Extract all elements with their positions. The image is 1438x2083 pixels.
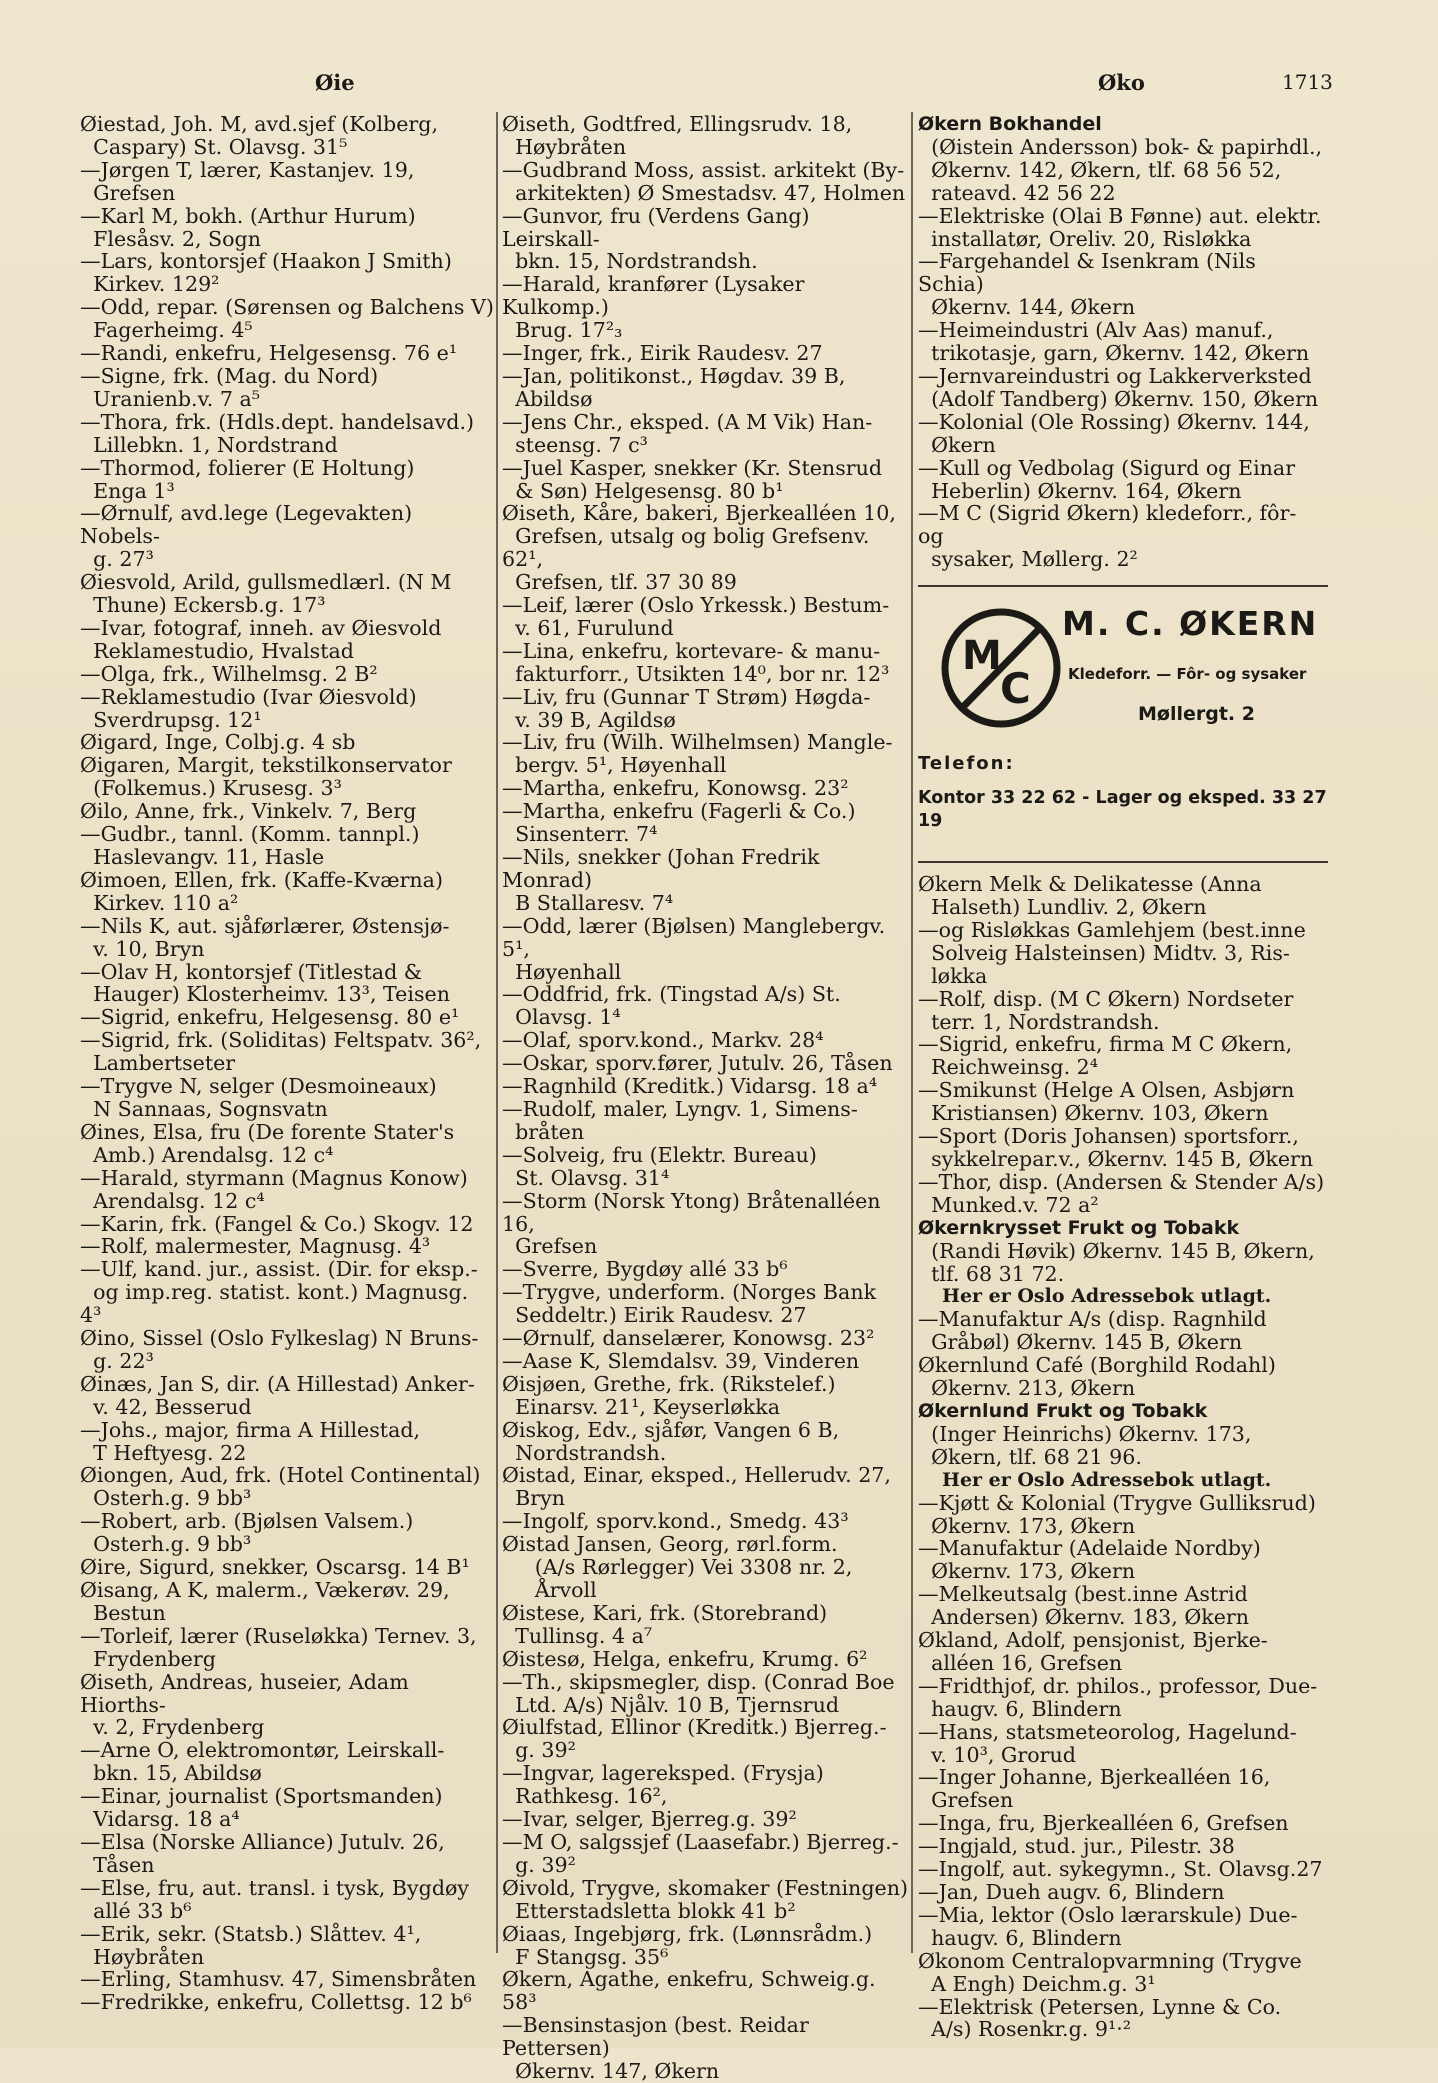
directory-entry: —Heimeindustri (Alv Aas) manuf., trikotasje, garn, Økernv. 142, Økern bbox=[918, 318, 1310, 366]
directory-entry: —Sigrid, frk. (Soliditas) Feltspatv. 36², Lambertseter bbox=[80, 1028, 482, 1076]
directory-entry: —og Risløkkas Gamlehjem (best.inne Solveig Halsteinsen) Midtv. 3, Ris- løkka bbox=[918, 917, 1306, 988]
header-left-keyword: Øie bbox=[315, 70, 355, 95]
directory-entry: Øigaren, Margit, tekstilkonservator (Folkemus.) Krusesg. 3³ bbox=[80, 753, 452, 801]
directory-entry: Øimoen, Ellen, frk. (Kaffe-Kværna) Kirkev. 110 a² bbox=[80, 867, 443, 915]
advert-phone-numbers: Kontor 33 22 62 - Lager og eksped. 33 27 19 bbox=[918, 788, 1327, 832]
directory-entry: —Elsa (Norske Alliance) Jutulv. 26, Tåsen bbox=[80, 1829, 445, 1877]
svg-text:C: C bbox=[1000, 664, 1031, 714]
directory-entry: —Arne O, elektromontør, Leirskall- bkn. 15, Abildsø bbox=[80, 1738, 445, 1786]
directory-entry: Øiongen, Aud, frk. (Hotel Continental) Osterh.g. 9 bb³ bbox=[80, 1463, 481, 1511]
directory-entry: —Lars, kontorsjef (Haakon J Smith) Kirkev. 129² bbox=[80, 249, 452, 297]
directory-entry: —Olga, frk., Wilhelmsg. 2 B² bbox=[80, 661, 378, 686]
directory-entry: —Harald, kranfører (Lysaker Kulkomp.) Brug. 17²₃ bbox=[502, 272, 805, 343]
directory-entry: —Jørgen T, lærer, Kastanjev. 19, Grefsen bbox=[80, 157, 415, 205]
directory-entry: —Smikunst (Helge A Olsen, Asbjørn Kristiansen) Økernv. 103, Økern bbox=[918, 1078, 1295, 1126]
directory-entry: —Randi, enkefru, Helgesensg. 76 e¹ bbox=[80, 341, 458, 366]
directory-entry: —Erling, Stamhusv. 47, Simensbråten bbox=[80, 1967, 477, 1992]
directory-entry: —Inger Johanne, Bjerkealléen 16, Grefsen bbox=[918, 1765, 1271, 1813]
directory-entry: —Thormod, folierer (E Holtung) Enga 1³ bbox=[80, 455, 415, 503]
directory-entry: —Harald, styrmann (Magnus Konow) Arendalsg. 12 c⁴ bbox=[80, 1165, 468, 1213]
directory-entry: —Jens Chr., eksped. (A M Vik) Han- steensg. 7 c³ bbox=[502, 409, 873, 457]
directory-entry: —Hans, statsmeteorolog, Hagelund- v. 10³, Grorud bbox=[918, 1719, 1297, 1767]
column-3 bbox=[918, 113, 1328, 2041]
directory-entry: —Juel Kasper, snekker (Kr. Stensrud & Søn) Helgesensg. 80 b¹ bbox=[502, 455, 883, 503]
advert-company-name: M. C. ØKERN bbox=[1062, 604, 1319, 644]
directory-entry: Øistese, Kari, frk. (Storebrand) Tullinsg. 4 a⁷ bbox=[502, 1600, 828, 1648]
directory-entry: —Ingjald, stud. jur., Pilestr. 38 bbox=[918, 1834, 1235, 1859]
directory-entry: —Karin, frk. (Fangel & Co.) Skogv. 12 bbox=[80, 1211, 474, 1236]
directory-entry: —Kull og Vedbolag (Sigurd og Einar Heberlin) Økernv. 164, Økern bbox=[918, 455, 1296, 503]
directory-entry: —Erik, sekr. (Statsb.) Slåttev. 4¹, Høybråten bbox=[80, 1921, 422, 1969]
directory-entry: —Rolf, malermester, Magnusg. 4³ bbox=[80, 1234, 431, 1259]
directory-entry: —Th., skipsmegler, disp. (Conrad Boe Ltd. A/s) Njålv. 10 B, Tjernsrud bbox=[502, 1669, 895, 1717]
directory-entry: —Storm (Norsk Ytong) Bråtenalléen 16, Grefsen bbox=[502, 1188, 881, 1259]
directory-entry: —Kjøtt & Kolonial (Trygve Gulliksrud) Økernv. 173, Økern bbox=[918, 1490, 1316, 1538]
directory-entry: —Rudolf, maler, Lyngv. 1, Simens- bråten bbox=[502, 1096, 858, 1144]
directory-entry: —Trygve N, selger (Desmoineaux) N Sannaas, Sognsvatn bbox=[80, 1074, 437, 1121]
directory-entry: —Ørnulf, danselærer, Konowsg. 23² bbox=[502, 1326, 875, 1351]
mc-logo bbox=[938, 605, 1064, 731]
directory-entry: —M O, salgssjef (Laasefabr.) Bjerreg.- g. 39² bbox=[502, 1829, 899, 1877]
directory-entry: Øistesø, Helga, enkefru, Krumg. 6² bbox=[502, 1646, 868, 1671]
directory-entry: —Oskar, sporv.fører, Jutulv. 26, Tåsen bbox=[502, 1051, 893, 1076]
directory-entry: —Johs., major, firma A Hillestad, T Heftyesg. 22 bbox=[80, 1417, 421, 1465]
directory-entry: Øines, Elsa, fru (De forente Stater's Amb.) Arendalsg. 12 c⁴ bbox=[80, 1119, 455, 1167]
directory-entry: —Martha, enkefru (Fagerli & Co.) Sinsenterr. 7⁴ bbox=[502, 799, 856, 847]
business-heading: Økern Bokhandel bbox=[918, 113, 1102, 135]
directory-entry: —Fargehandel & Isenkram (Nils Schia) Økernv. 144, Økern bbox=[918, 249, 1256, 320]
directory-entry: Øigard, Inge, Colbj.g. 4 sb bbox=[80, 730, 356, 755]
directory-entry: —Thor, disp. (Andersen & Stender A/s) Munked.v. 72 a² bbox=[918, 1169, 1325, 1217]
directory-entry: Øiaas, Ingebjørg, frk. (Lønnsrådm.) F Stangsg. 35⁶ bbox=[502, 1921, 873, 1969]
directory-entry: —Ivar, selger, Bjerreg.g. 39² bbox=[502, 1807, 797, 1832]
notice-line: Her er Oslo Adressebok utlagt. bbox=[942, 1468, 1272, 1491]
page-number: 1713 bbox=[1282, 70, 1333, 94]
directory-entry: Øilo, Anne, frk., Vinkelv. 7, Berg bbox=[80, 799, 417, 824]
directory-entry: —Ingvar, lagereksped. (Frysja) Rathkesg. 16², bbox=[502, 1761, 824, 1809]
directory-entry: —Ragnhild (Kreditk.) Vidarsg. 18 a⁴ bbox=[502, 1074, 878, 1099]
directory-entry: Øiestad, Joh. M, avd.sjef (Kolberg, Caspary) St. Olavsg. 31⁵ bbox=[80, 112, 438, 159]
directory-entry: —Olaf, sporv.kond., Markv. 28⁴ bbox=[502, 1028, 824, 1053]
directory-entry: —Mia, lektor (Oslo lærarskule) Due- haugv. 6, Blindern bbox=[918, 1902, 1298, 1950]
directory-entry: —Ørnulf, avd.lege (Legevakten) Nobels- g. 27³ bbox=[80, 501, 413, 572]
directory-entry: —Jan, politikonst., Høgdav. 39 B, Abildsø bbox=[502, 363, 846, 411]
directory-entry: —Nils, snekker (Johan Fredrik Monrad) B Stallaresv. 7⁴ bbox=[502, 845, 820, 915]
directory-entry: —Torleif, lærer (Ruseløkka) Ternev. 3, Frydenberg bbox=[80, 1623, 477, 1671]
directory-entry: —Sigrid, enkefru, Helgesensg. 80 e¹ bbox=[80, 1005, 460, 1030]
directory-entry: Øinæs, Jan S, dir. (A Hillestad) Anker- v. 42, Besserud bbox=[80, 1371, 475, 1419]
directory-entry: —Jernvareindustri og Lakkerverksted (Adolf Tandberg) Økernv. 150, Økern bbox=[918, 363, 1319, 411]
directory-entry: —Martha, enkefru, Konowsg. 23² bbox=[502, 776, 849, 801]
directory-entry: —Gudbrand Moss, assist. arkitekt (By- arkitekten) Ø Smestadsv. 47, Holmen bbox=[502, 157, 906, 205]
directory-entry: Øisjøen, Grethe, frk. (Rikstelef.) Einarsv. 21¹, Keyserløkka bbox=[502, 1371, 836, 1419]
directory-entry: —Nils K, aut. sjåførlærer, Østensjø- v. 10, Bryn bbox=[80, 913, 450, 961]
directory-entry: Økland, Adolf, pensjonist, Bjerke- alléen 16, Grefsen bbox=[918, 1628, 1268, 1675]
directory-entry: (Randi Høvik) Økernv. 145 B, Økern, tlf. 68 31 72. bbox=[931, 1238, 1315, 1286]
directory-entry: Øiseth, Andreas, huseier, Adam Hiorths- v. 2, Frydenberg bbox=[80, 1669, 409, 1740]
directory-entry: —Reklamestudio (Ivar Øiesvold) Sverdrupsg. 12¹ bbox=[80, 684, 417, 732]
directory-entry: —Inger, frk., Eirik Raudesv. 27 bbox=[502, 341, 823, 366]
directory-entry: Øire, Sigurd, snekker, Oscarsg. 14 B¹ bbox=[80, 1555, 470, 1580]
directory-entry: Økern Melk & Delikatesse (Anna Halseth) Lundliv. 2, Økern bbox=[918, 872, 1262, 920]
directory-entry: —Kolonial (Ole Rossing) Økernv. 144, Økern bbox=[918, 409, 1310, 457]
directory-entry: Økern, Agathe, enkefru, Schweig.g. 58³ bbox=[502, 1967, 883, 2015]
column-2 bbox=[502, 113, 910, 2083]
column-divider bbox=[496, 112, 498, 1953]
header-right-keyword: Øko bbox=[1098, 70, 1145, 95]
directory-entry: —Ingolf, sporv.kond., Smedg. 43³ bbox=[502, 1509, 849, 1534]
directory-entry: Økernlund Café (Borghild Rodahl) Økernv. 213, Økern bbox=[918, 1353, 1276, 1401]
directory-entry: (Øistein Andersson) bok- & papirhdl., Økernv. 142, Økern, tlf. 68 56 52, rateavd. 42 56 22 bbox=[931, 134, 1323, 205]
directory-entry: Øisang, A K, malerm., Vækerøv. 29, Bestun bbox=[80, 1578, 450, 1625]
directory-entry: —Inga, fru, Bjerkealléen 6, Grefsen bbox=[918, 1811, 1289, 1836]
directory-entry: —Olav H, kontorsjef (Titlestad & Hauger) Klosterheimv. 13³, Teisen bbox=[80, 959, 450, 1007]
directory-entry: —Liv, fru (Wilh. Wilhelmsen) Mangle- bergv. 5¹, Høyenhall bbox=[502, 730, 893, 778]
directory-entry: —Elektrisk (Petersen, Lynne & Co. A/s) Rosenkr.g. 9¹‧² bbox=[918, 1994, 1282, 2042]
directory-entry: Øiulfstad, Ellinor (Kreditk.) Bjerreg.- g. 39² bbox=[502, 1715, 887, 1763]
directory-entry: Øino, Sissel (Oslo Fylkeslag) N Bruns- g. 22³ bbox=[80, 1326, 479, 1373]
directory-entry: —Sigrid, enkefru, firma M C Økern, Reichweinsg. 2⁴ bbox=[918, 1032, 1293, 1080]
directory-entry: Økonom Centralopvarmning (Trygve A Engh) Deichm.g. 3¹ bbox=[918, 1948, 1302, 1996]
directory-entry: —Jan, Dueh augv. 6, Blindern bbox=[918, 1880, 1225, 1904]
directory-entry: —Ulf, kand. jur., assist. (Dir. for eksp.- og imp.reg. statist. kont.) Magnusg. 4³ bbox=[80, 1257, 478, 1328]
directory-entry: —Bensinstasjon (best. Reidar Pettersen) Økernv. 147, Økern bbox=[502, 2013, 809, 2083]
column-divider bbox=[911, 112, 913, 1953]
directory-entry: —Robert, arb. (Bjølsen Valsem.) Osterh.g. 9 bb³ bbox=[80, 1509, 414, 1557]
directory-entry: —Odd, lærer (Bjølsen) Manglebergv. 5¹, Høyenhall bbox=[502, 913, 886, 984]
directory-entry: Øiesvold, Arild, gullsmedlærl. (N M Thune) Eckersb.g. 17³ bbox=[80, 570, 452, 618]
directory-entry: —Elektriske (Olai B Fønne) aut. elektr. installatør, Oreliv. 20, Risløkka bbox=[918, 203, 1322, 251]
directory-entry: —Einar, journalist (Sportsmanden) Vidarsg. 18 a⁴ bbox=[80, 1784, 443, 1832]
directory-entry: —Odd, repar. (Sørensen og Balchens V) Fagerheimg. 4⁵ bbox=[80, 295, 494, 343]
directory-entry: —Rolf, disp. (M C Økern) Nordseter terr. 1, Nordstrandsh. bbox=[918, 986, 1294, 1034]
directory-entry: Øivold, Trygve, skomaker (Festningen) Etterstadsletta blokk 41 b² bbox=[502, 1875, 908, 1923]
directory-entry: —Fridthjof, dr. philos., professor, Due- haugv. 6, Blindern bbox=[918, 1673, 1318, 1721]
directory-entry: (Inger Heinrichs) Økernv. 173, Økern, tlf. 68 21 96. bbox=[931, 1421, 1252, 1469]
directory-entry: —Else, fru, aut. transl. i tysk, Bygdøy allé 33 b⁶ bbox=[80, 1875, 470, 1923]
directory-entry: —Liv, fru (Gunnar T Strøm) Høgda- v. 39 B, Agildsø bbox=[502, 684, 871, 732]
directory-entry: —Signe, frk. (Mag. du Nord) Uranienb.v. 7 a⁵ bbox=[80, 363, 379, 411]
directory-entry: —Sport (Doris Johansen) sportsforr., sykkelrepar.v., Økernv. 145 B, Økern bbox=[918, 1124, 1314, 1171]
directory-entry: —Ingolf, aut. sykegymn., St. Olavsg.27 bbox=[918, 1857, 1323, 1882]
directory-entry: —Solveig, fru (Elektr. Bureau) St. Olavsg. 31⁴ bbox=[502, 1142, 817, 1190]
directory-entry: —Karl M, bokh. (Arthur Hurum) Flesåsv. 2, Sogn bbox=[80, 203, 416, 251]
svg-text:M: M bbox=[962, 633, 1002, 680]
directory-entry: —Melkeutsalg (best.inne Astrid Andersen) Økernv. 183, Økern bbox=[918, 1582, 1250, 1630]
directory-entry: Øistad, Einar, eksped., Hellerudv. 27, Bryn bbox=[502, 1463, 891, 1511]
business-heading: Økernkrysset Frukt og Tobakk bbox=[918, 1216, 1240, 1239]
divider bbox=[918, 861, 1328, 863]
directory-entry: —Manufaktur (Adelaide Nordby) Økernv. 173, Økern bbox=[918, 1536, 1261, 1584]
notice-line: Her er Oslo Adressebok utlagt. bbox=[942, 1285, 1272, 1308]
directory-entry: —Oddfrid, frk. (Tingstad A/s) St. Olavsg. 1⁴ bbox=[502, 982, 841, 1030]
advert-address: Møllergt. 2 bbox=[1138, 703, 1255, 726]
directory-entry: —Lina, enkefru, kortevare- & manu- fakturforr., Utsikten 14⁰, bor nr. 12³ bbox=[502, 638, 890, 686]
directory-entry: —M C (Sigrid Økern) kledeforr., fôr- og sysaker, Møllerg. 2² bbox=[918, 501, 1297, 572]
directory-entry: Øiseth, Kåre, bakeri, Bjerkealléen 10, Grefsen, utsalg og bolig Grefsenv. 62¹, Grefsen, tlf. 37 30 89 bbox=[502, 501, 896, 595]
column-1 bbox=[80, 113, 495, 2014]
directory-entry: —Gunvor, fru (Verdens Gang) Leirskall- bkn. 15, Nordstrandsh. bbox=[502, 203, 810, 274]
directory-entry: Øistad Jansen, Georg, rørl.form. (A/s Rørlegger) Vei 3308 nr. 2, Årvoll bbox=[502, 1532, 853, 1602]
directory-entry: —Gudbr., tannl. (Komm. tannpl.) Haslevangv. 11, Hasle bbox=[80, 822, 420, 869]
directory-entry: —Trygve, underform. (Norges Bank Seddeltr.) Eirik Raudesv. 27 bbox=[502, 1280, 877, 1328]
directory-entry: Øiskog, Edv., sjåfør, Vangen 6 B, Nordstrandsh. bbox=[502, 1417, 840, 1465]
divider bbox=[918, 585, 1328, 587]
directory-entry: —Thora, frk. (Hdls.dept. handelsavd.) Lillebkn. 1, Nordstrand bbox=[80, 409, 475, 457]
advert-subtitle: Kledeforr. — Fôr- og sysaker bbox=[1068, 665, 1307, 684]
advertisement bbox=[918, 597, 1328, 847]
directory-entry: —Fredrikke, enkefru, Collettsg. 12 b⁶ bbox=[80, 1990, 472, 2015]
business-heading: Økernlund Frukt og Tobakk bbox=[918, 1399, 1208, 1422]
directory-entry: Øiseth, Godtfred, Ellingsrudv. 18, Høybråten bbox=[502, 112, 853, 159]
directory-entry: —Sverre, Bygdøy allé 33 b⁶ bbox=[502, 1257, 788, 1282]
directory-entry: —Manufaktur A/s (disp. Ragnhild Gråbøl) Økernv. 145 B, Økern bbox=[918, 1307, 1267, 1355]
directory-entry: —Ivar, fotograf, inneh. av Øiesvold Reklamestudio, Hvalstad bbox=[80, 615, 442, 663]
directory-entry: —Aase K, Slemdalsv. 39, Vinderen bbox=[502, 1348, 860, 1373]
directory-entry: —Leif, lærer (Oslo Yrkessk.) Bestum- v. 61, Furulund bbox=[502, 593, 890, 640]
advert-telefon-label: Telefon: bbox=[918, 753, 1015, 775]
